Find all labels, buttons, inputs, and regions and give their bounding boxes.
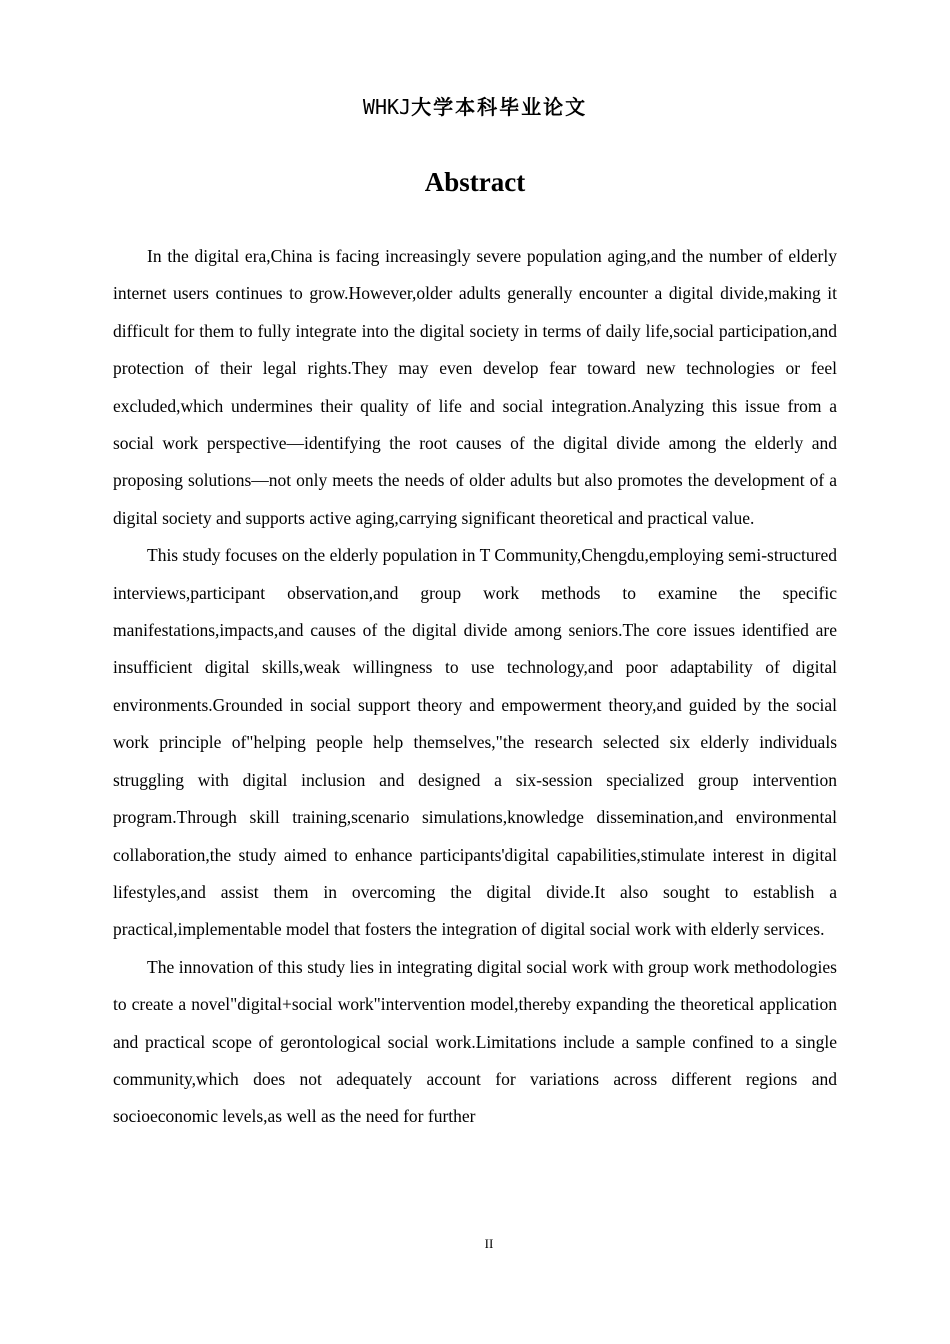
header-university-code: WHKJ: [362, 95, 412, 119]
header-thesis-label: 大学本科毕业论文: [411, 95, 588, 119]
abstract-paragraph-3: The innovation of this study lies in integrating digital social work with group work methodologies to create a novel"digital+social work"intervention model,thereby expanding the theoretical application and practical scope of gerontological social work.Limitations include a sample confined to a single community,which does not adequately account for variations across different regions and socioeconomic levels,as well as the need for further: [113, 956, 837, 1127]
abstract-paragraph-2: This study focuses on the elderly population in T Community,Chengdu,employing semi-structured interviews,participant observation,and group work methods to examine the specific manifestations,impacts,and causes of the digital divide among seniors.The core issues identified are insufficient digital skills,weak willingness to use technology,and poor adaptability of digital environments.Grounded in social support theory and empowerment theory,and guided by the social work principle of"helping people help themselves,"the research selected six elderly individuals struggling with digital inclusion and designed a six-session specialized group intervention program.Through skill training,scenario simulations,knowledge dissemination,and environmental collaboration,the study aimed to enhance participants'digital capabilities,stimulate interest in digital lifestyles,and assist them in overcoming the digital divide.It also sought to establish a practical,implementable model that fosters the integration of digital social work with elderly services.: [113, 545, 837, 940]
abstract-title: Abstract: [424, 167, 526, 197]
page-number: II: [484, 1236, 494, 1251]
abstract-paragraph-1: In the digital era,China is facing increasingly severe population aging,and the number of elderly internet users continues to grow.However,older adults generally encounter a digital divide,making it difficult for them to fully integrate into the digital society in terms of daily life,social participation,and protection of their legal rights.They may even develop fear toward new technologies or feel excluded,which undermines their quality of life and social integration.Analyzing this issue from a social work perspective—identifying the root causes of the digital divide among the elderly and proposing solutions—not only meets the needs of older adults but also promotes the development of a digital society and supports active aging,carrying significant theoretical and practical value.: [113, 246, 837, 528]
running-header: [0, 92, 950, 122]
abstract-body: [113, 238, 837, 1136]
